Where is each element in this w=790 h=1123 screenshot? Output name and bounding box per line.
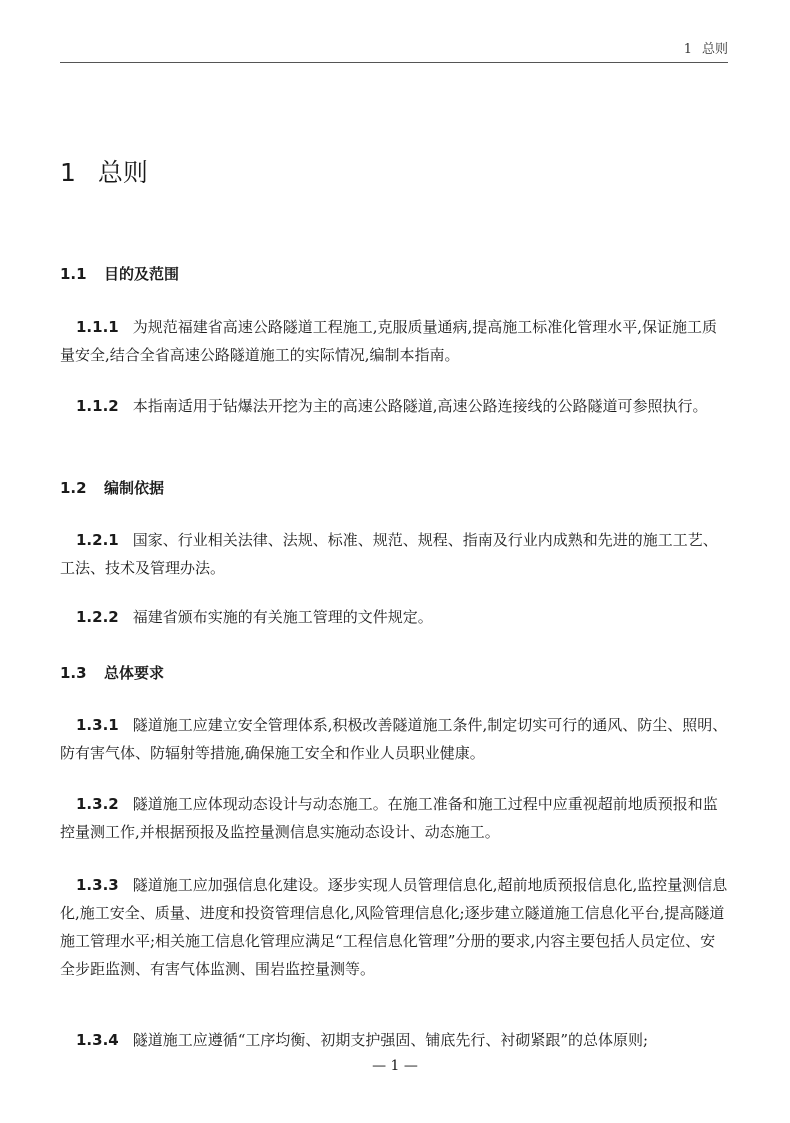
chapter-heading — [60, 153, 148, 189]
paragraph — [60, 313, 728, 369]
paragraph-text: 国家、行业相关法律、法规、标准、规范、规程、指南及行业内成熟和先进的施工工艺、工法、技术及管理办法。 — [60, 531, 718, 577]
page-number: — 1 — — [372, 1058, 418, 1074]
paragraph-number: 1.3.3 — [76, 876, 119, 894]
section-number: 1.1 — [60, 265, 87, 283]
chapter-title: 总则 — [97, 158, 148, 187]
paragraph-text: 隧道施工应建立安全管理体系,积极改善隧道施工条件,制定切实可行的通风、防尘、照明、防有害气体、防辐射等措施,确保施工安全和作业人员职业健康。 — [60, 716, 728, 762]
section-title: 总体要求 — [104, 664, 165, 682]
paragraph-number: 1.3.1 — [76, 716, 119, 734]
running-header — [60, 38, 728, 57]
paragraph-text: 福建省颁布实施的有关施工管理的文件规定。 — [132, 608, 433, 626]
paragraph — [60, 1026, 728, 1054]
paragraph-number: 1.2.1 — [76, 531, 119, 549]
header-rule — [60, 62, 728, 63]
paragraph-number: 1.2.2 — [76, 608, 119, 626]
paragraph — [60, 603, 728, 631]
paragraph-number: 1.3.4 — [76, 1031, 119, 1049]
section-heading — [60, 263, 179, 284]
paragraph-text: 隧道施工应体现动态设计与动态施工。在施工准备和施工过程中应重视超前地质预报和监控量测工作,并根据预报及监控量测信息实施动态设计、动态施工。 — [60, 795, 718, 841]
header-chapter-number: 1 — [683, 42, 692, 57]
paragraph — [60, 790, 728, 846]
paragraph-text: 本指南适用于钻爆法开挖为主的高速公路隧道,高速公路连接线的公路隧道可参照执行。 — [132, 397, 708, 415]
section-number: 1.2 — [60, 479, 87, 497]
paragraph-number: 1.1.2 — [76, 397, 119, 415]
paragraph-text: 为规范福建省高速公路隧道工程施工,克服质量通病,提高施工标准化管理水平,保证施工质量安全,结合全省高速公路隧道施工的实际情况,编制本指南。 — [60, 318, 718, 364]
section-heading — [60, 662, 164, 683]
section-heading — [60, 477, 164, 498]
paragraph-number: 1.1.1 — [76, 318, 119, 336]
section-number: 1.3 — [60, 664, 87, 682]
section-title: 目的及范围 — [104, 265, 180, 283]
paragraph — [60, 871, 728, 983]
paragraph — [60, 711, 728, 767]
paragraph-text: 隧道施工应遵循“工序均衡、初期支护强固、铺底先行、衬砌紧跟”的总体原则; — [132, 1031, 649, 1049]
paragraph — [60, 392, 728, 420]
section-title: 编制依据 — [104, 479, 165, 497]
paragraph-number: 1.3.2 — [76, 795, 119, 813]
paragraph — [60, 526, 728, 582]
chapter-number: 1 — [60, 158, 76, 187]
paragraph-text: 隧道施工应加强信息化建设。逐步实现人员管理信息化,超前地质预报信息化,监控量测信息化,施工安全、质量、进度和投资管理信息化,风险管理信息化;逐步建立隧道施工信息化平台,提高隧道施工管理水平;相关施工信息化管理应满足“工程信息化管理”分册的要求,内容主要包括人员定位、安全步距监测、有害气体监测、围岩监控量测等。 — [60, 876, 728, 978]
header-chapter-title: 总则 — [701, 42, 728, 57]
